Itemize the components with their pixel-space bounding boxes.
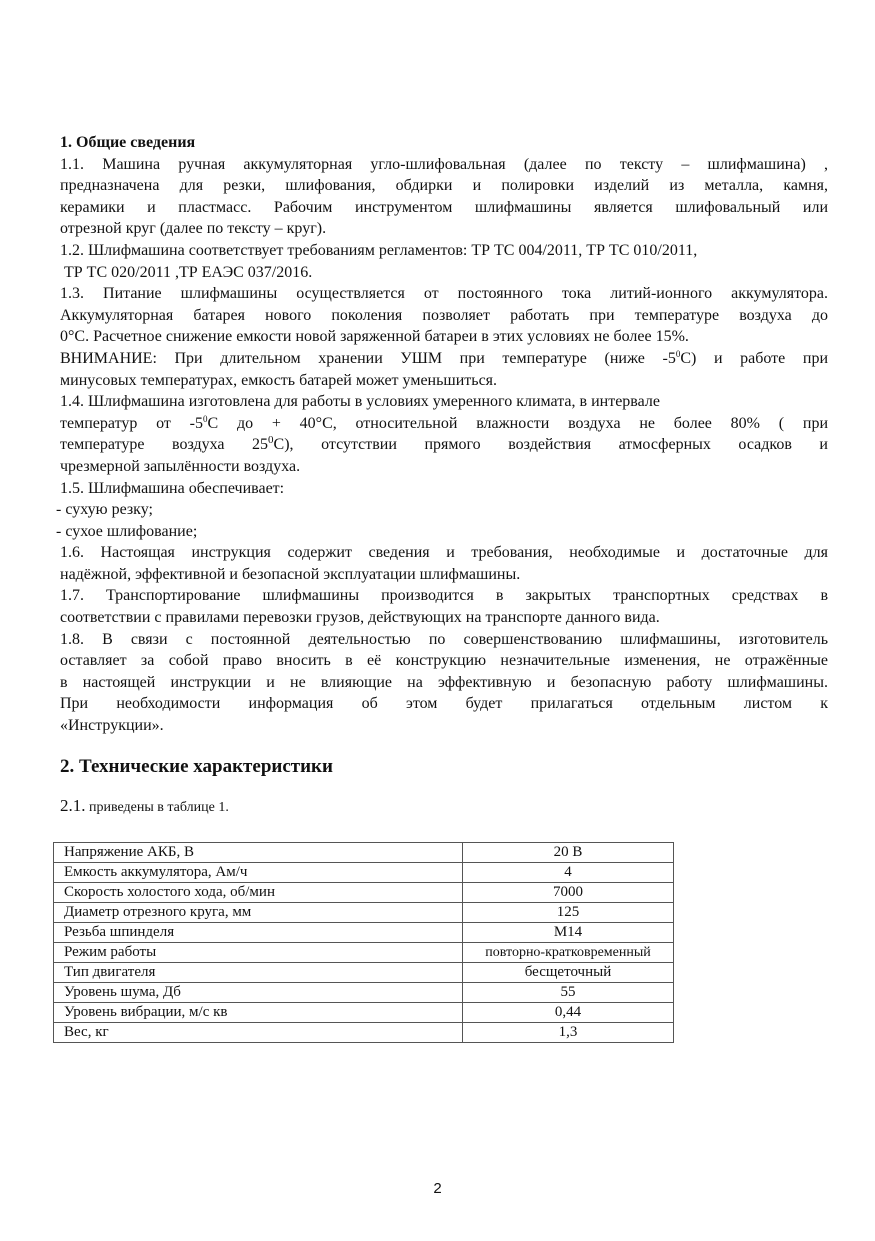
value-cell: 55 — [463, 983, 674, 1003]
text-part: С до + 40°С, относительной влажности воздуха не более 80% ( при — [207, 414, 829, 432]
warning-line — [60, 348, 828, 370]
list-item: - сухую резку; — [56, 501, 153, 519]
param-cell: Уровень шума, Дб — [54, 983, 463, 1003]
param-cell: Уровень вибрации, м/с кв — [54, 1003, 463, 1023]
paragraph-1-1 — [60, 154, 828, 240]
paragraph-1-6 — [60, 542, 828, 585]
value-cell: 125 — [463, 903, 674, 923]
text-line: надёжной, эффективной и безопасной эксплуатации шлифмашины. — [60, 565, 521, 583]
value-cell: М14 — [463, 923, 674, 943]
paragraph-1-2 — [60, 240, 828, 283]
table-row — [54, 863, 674, 883]
param-cell: Резьба шпинделя — [54, 923, 463, 943]
text-line: керамики и пластмасс. Рабочим инструментом шлифмашины является шлифовальный или — [60, 198, 828, 216]
text-line: в настоящей инструкции и не влияющие на эффективную и безопасную работу шлифмашины. — [60, 673, 828, 691]
subsection-number: 2.1. — [60, 796, 86, 815]
table-row — [54, 843, 674, 863]
value-cell: 1,3 — [463, 1023, 674, 1043]
text-line: 1.7. Транспортирование шлифмашины производится в закрытых транспортных средствах в — [60, 587, 828, 605]
value-cell: повторно-кратковременный — [463, 943, 674, 963]
section-1-title: 1. Общие сведения — [60, 134, 196, 151]
text-line: 1.6. Настоящая инструкция содержит сведения и требования, необходимые и достаточные для — [60, 544, 828, 562]
value-cell: 0,44 — [463, 1003, 674, 1023]
text-line: 1.3. Питание шлифмашины осуществляется от постоянного тока литий-ионного аккумулятора. — [60, 285, 828, 303]
text-line — [60, 413, 828, 435]
paragraph-1-7 — [60, 585, 828, 628]
section-2-1-caption — [60, 796, 229, 816]
param-cell: Режим работы — [54, 943, 463, 963]
text-part: С), отсутствии прямого воздействия атмосферных осадков и — [273, 436, 828, 454]
text-line — [60, 434, 828, 456]
table-row — [54, 983, 674, 1003]
text-line: 1.5. Шлифмашина обеспечивает: — [60, 479, 285, 497]
warning-text: ВНИМАНИЕ: При длительном хранении УШМ при температуре (ниже -5 — [60, 349, 676, 367]
table-row — [54, 923, 674, 943]
text-line: ТР ТС 020/2011 ,ТР ЕАЭС 037/2016. — [64, 263, 313, 281]
paragraph-1-5 — [56, 478, 828, 543]
text-part: температуре воздуха 25 — [60, 436, 269, 454]
param-cell: Тип двигателя — [54, 963, 463, 983]
list-item: - сухое шлифование; — [56, 522, 198, 540]
degree-sup: 0 — [203, 413, 208, 424]
text-line: 1.1. Машина ручная аккумуляторная угло-шлифовальная (далее по тексту – шлифмашина) , — [60, 155, 828, 173]
table-row — [54, 883, 674, 903]
param-cell: Вес, кг — [54, 1023, 463, 1043]
param-cell: Напряжение АКБ, В — [54, 843, 463, 863]
subsection-text: приведены в таблице 1. — [85, 800, 229, 815]
table-row — [54, 963, 674, 983]
text-line: 1.8. В связи с постоянной деятельностью по совершенствованию шлифмашины, изготовитель — [60, 630, 828, 648]
paragraph-1-4 — [60, 391, 828, 477]
param-cell: Скорость холостого хода, об/мин — [54, 883, 463, 903]
text-line: 1.2. Шлифмашина соответствует требованиям регламентов: ТР ТС 004/2011, ТР ТС 010/2011, — [60, 241, 698, 259]
value-cell: бесщеточный — [463, 963, 674, 983]
text-line: соответствии с правилами перевозки грузов, действующих на транспорте данного вида. — [60, 609, 660, 627]
table-row — [54, 903, 674, 923]
degree-sup: 0 — [268, 434, 274, 447]
text-line: оставляет за собой право вносить в её конструкцию незначительные изменения, не отражённые — [60, 652, 828, 670]
section-2-title: 2. Технические характеристики — [60, 756, 333, 777]
text-line: «Инструкции». — [60, 717, 164, 735]
value-cell: 4 — [463, 863, 674, 883]
paragraph-1-3 — [60, 283, 828, 391]
page-number: 2 — [433, 1180, 442, 1197]
param-cell: Емкость аккумулятора, Ам/ч — [54, 863, 463, 883]
text-line: предназначена для резки, шлифования, обдирки и полировки изделий из металла, камня, — [60, 177, 828, 195]
text-line: 0°С. Расчетное снижение емкости новой заряженной батареи в этих условиях не более 15%. — [60, 328, 689, 346]
text-line: Аккумуляторная батарея нового поколения позволяет работать при температуре воздуха до — [60, 306, 828, 324]
section-1 — [56, 132, 829, 737]
table-row — [54, 1003, 674, 1023]
text-part: температур от -5 — [60, 414, 204, 432]
table-row — [54, 1023, 674, 1043]
text-line: отрезной круг (далее по тексту – круг). — [60, 220, 327, 238]
text-line: чрезмерной запылённости воздуха. — [60, 457, 301, 475]
table-row — [54, 943, 674, 963]
value-cell: 7000 — [463, 883, 674, 903]
warning-text: С) и работе при — [680, 349, 829, 367]
text-line: 1.4. Шлифмашина изготовлена для работы в условиях умеренного климата, в интервале — [60, 393, 660, 411]
text-line: При необходимости информация об этом будет прилагаться отдельным листом к — [60, 695, 828, 713]
value-cell: 20 В — [463, 843, 674, 863]
param-cell: Диаметр отрезного круга, мм — [54, 903, 463, 923]
degree-sup: 0 — [675, 348, 681, 359]
paragraph-1-8 — [60, 629, 828, 737]
specifications-table — [53, 842, 674, 1043]
text-line: минусовых температурах, емкость батарей может уменьшиться. — [60, 371, 498, 389]
